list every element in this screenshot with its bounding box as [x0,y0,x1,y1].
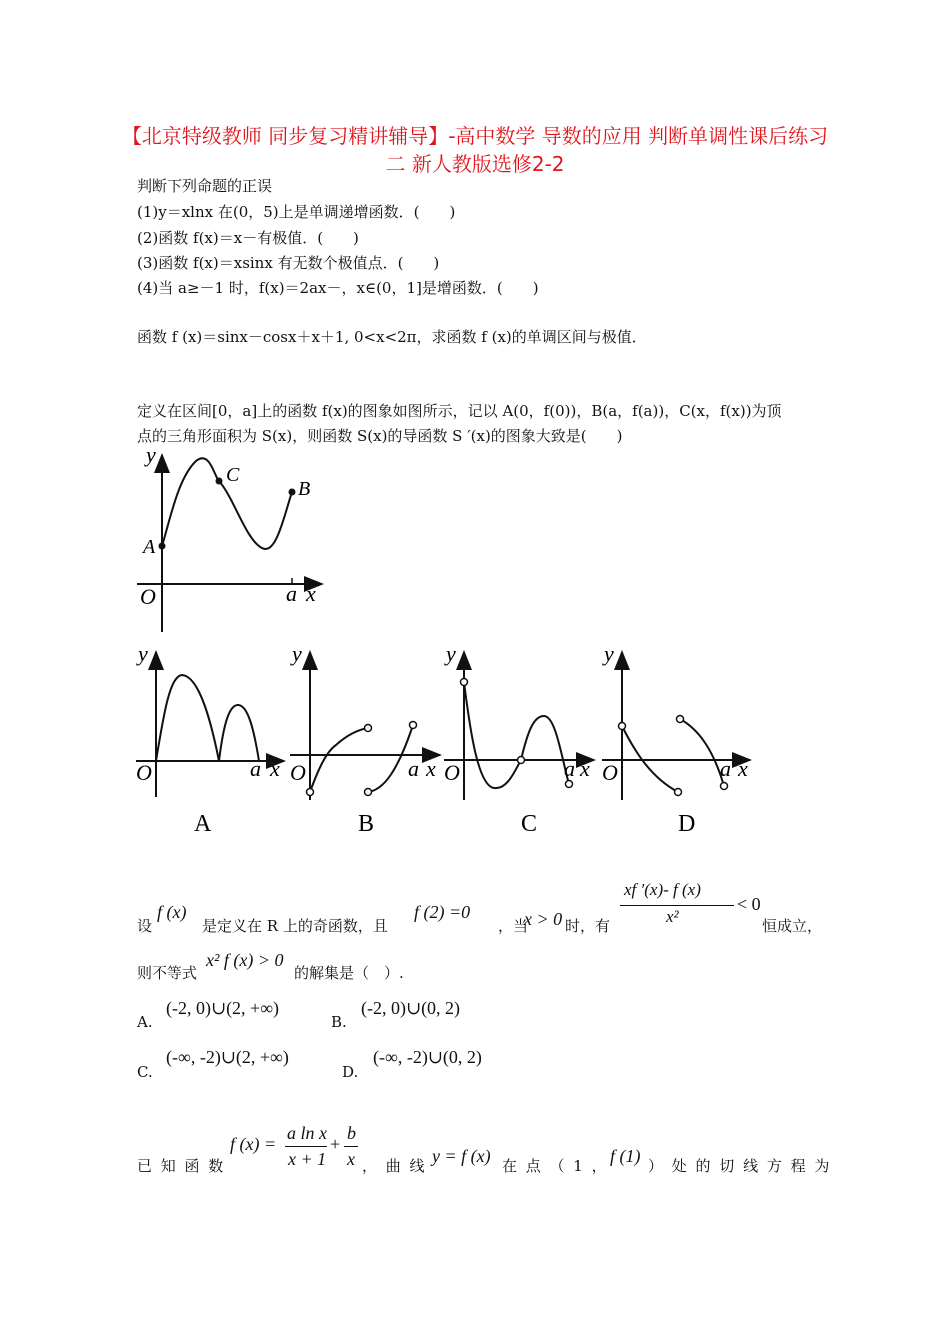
option-label-C: C [521,811,538,837]
q5-curve: y = f (x) [432,1146,491,1166]
svg-text:y: y [138,641,148,666]
q5-frac2-line [344,1146,358,1147]
q4-frac-denominator: x² [666,907,679,926]
svg-text:a: a [564,756,575,781]
q4-lt-0: < 0 [737,894,761,914]
q4-choice-A: (-2, 0)∪(2, +∞) [166,998,280,1018]
q5-frac1-numerator: a ln x [287,1123,327,1143]
main-label-x: x [306,581,316,606]
option-label-A: A [194,811,212,837]
q1-item-2: (2)函数 f(x)＝x－有极值．( ) [137,229,359,247]
q5-point-text: 在 点 （ 1 ， [502,1157,609,1175]
q2-text: 函数 f (x)＝sinx－cosx＋x＋1, 0<x<2π，求函数 f (x)的单调区间与极值． [137,328,647,346]
q5-frac2-numerator: b [347,1123,356,1143]
q4-frac-line [620,905,734,906]
main-label-y: y [146,442,156,467]
q4-choice-C-label: C. [137,1063,153,1081]
q1-item-4: (4)当 a≥－1 时，f(x)＝2ax－，x∈(0，1]是增函数．( ) [137,279,539,297]
svg-text:O: O [136,760,152,785]
main-label-B: B [298,478,311,500]
main-label-a: a [286,581,297,606]
svg-text:x: x [580,756,590,781]
q1-item-1: (1)y＝xlnx 在(0，5)上是单调递增函数．( ) [137,203,456,221]
svg-text:x: x [738,756,748,781]
q4-text-3: 时，有 [565,917,611,935]
q4-choice-D: (-∞, -2)∪(0, 2) [373,1047,482,1067]
main-point-B [289,489,296,496]
q5-plus: + [330,1134,341,1154]
main-label-O: O [140,584,156,609]
svg-text:a: a [720,756,731,781]
svg-text:x: x [426,756,436,781]
q4-choice-A-label: A. [137,1013,153,1031]
main-label-A: A [143,536,156,558]
option-graph-C [444,641,594,800]
q5-mid: ， 曲 线 [362,1157,427,1175]
q4-text-2: ，当 [498,917,529,935]
svg-text:x: x [270,756,280,781]
q1-item-3: (3)函数 f(x)＝xsinx 有无数个极值点．( ) [137,254,440,272]
q5-frac1-denominator: x + 1 [288,1149,327,1169]
main-point-A [159,543,166,550]
q4-choice-B-label: B. [331,1013,347,1031]
q4-choice-B: (-2, 0)∪(0, 2) [361,998,461,1018]
main-label-C: C [226,464,240,486]
q4-f2: f (2) =0 [414,902,471,922]
svg-text:O: O [444,760,460,785]
q3-line-1: 定义在区间[0，a]上的函数 f(x)的图象如图所示，记以 A(0，f(0))，B(a，f(a))，C(x，f(x))为顶 [137,402,782,420]
q4-text-1: 是定义在 R 上的奇函数，且 [202,917,388,935]
main-graph [130,440,330,635]
q4-choice-D-label: D. [342,1063,359,1081]
q4-line2-b: 的解集是（ ）. [294,964,404,982]
option-label-B: B [358,811,375,837]
option-graph-A [136,641,284,797]
q5-f1: f (1) [610,1146,641,1166]
q4-she: 设 [137,917,153,935]
q5-pre: 已 知 函 数 [137,1157,226,1175]
q1-intro: 判断下列命题的正误 [137,177,273,195]
option-label-D: D [678,811,696,837]
q5-frac2-denominator: x [347,1149,355,1169]
q4-text-4: 恒成立， [762,917,823,935]
option-graph-D [602,641,750,800]
q4-frac-numerator: xf ′(x)- f (x) [624,880,701,899]
svg-text:a: a [408,756,419,781]
svg-text:a: a [250,756,261,781]
q5-frac1-line [285,1146,327,1147]
page-title: 【北京特级教师 同步复习精讲辅导】-高中数学 导数的应用 判断单调性课后练习二 新人教版选修2-2 [121,124,829,176]
svg-text:y: y [446,641,456,666]
option-graphs [130,640,760,845]
q4-fx: f (x) [157,902,187,922]
q5-post: ） 处 的 切 线 方 程 为 [648,1157,832,1175]
q5-f-lhs: f (x) = [230,1134,277,1154]
q4-x-gt-0: x > 0 [524,909,563,929]
q3-line-2: 点的三角形面积为 S(x)，则函数 S(x)的导函数 S ′(x)的图象大致是( ) [137,427,623,445]
q4-inequality: x² f (x) > 0 [206,950,284,970]
main-point-C [216,478,223,485]
svg-text:y: y [604,641,614,666]
svg-text:O: O [290,760,306,785]
q4-line2-a: 则不等式 [137,964,198,982]
option-graph-B [290,641,440,800]
svg-text:y: y [292,641,302,666]
svg-text:O: O [602,760,618,785]
q4-choice-C: (-∞, -2)∪(2, +∞) [166,1047,289,1067]
